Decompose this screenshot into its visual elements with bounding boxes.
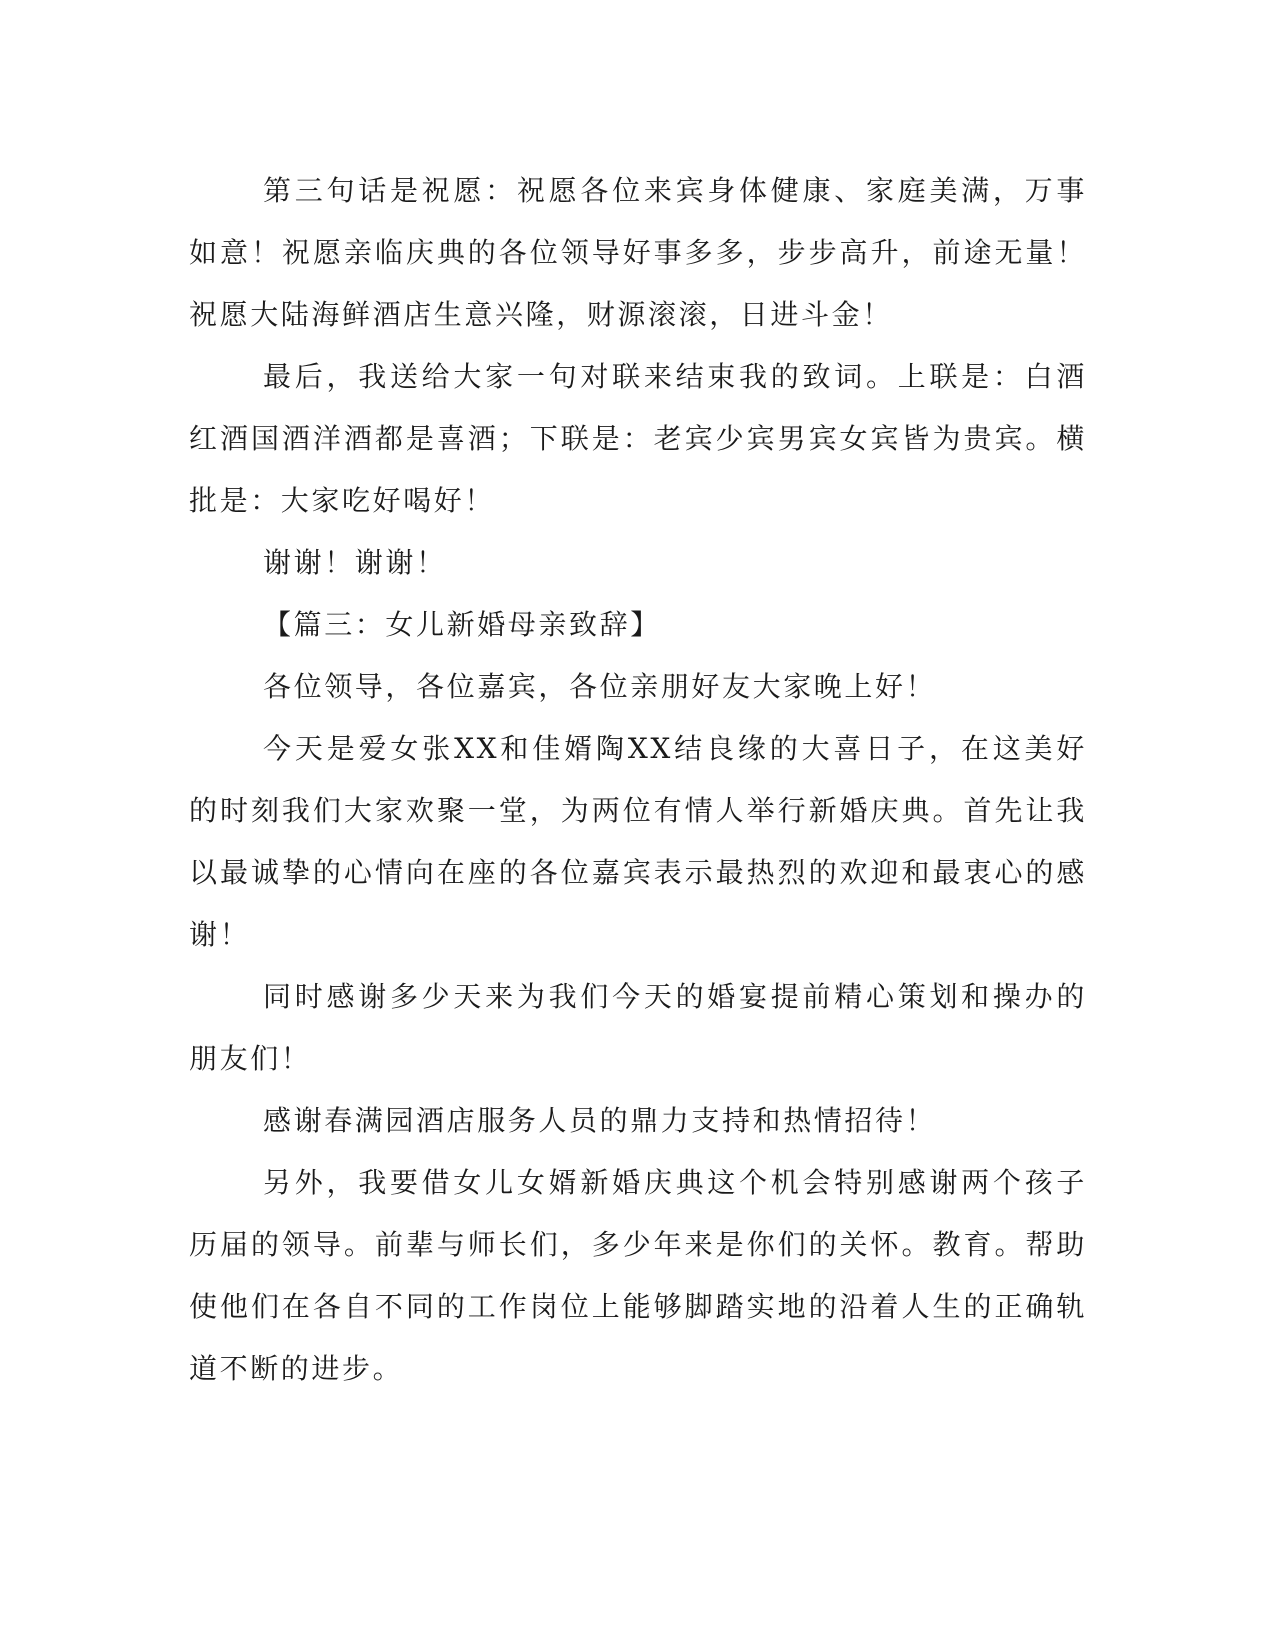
paragraph-thanks-friends: 同时感谢多少天来为我们今天的婚宴提前精心策划和操办的朋友们！ bbox=[189, 980, 1087, 1075]
document-body bbox=[189, 160, 1087, 1400]
paragraph-blessings: 第三句话是祝愿：祝愿各位来宾身体健康、家庭美满，万事如意！祝愿亲临庆典的各位领导好事多多，步步高升，前途无量！祝愿大陆海鲜酒店生意兴隆，财源滚滚，日进斗金！ bbox=[189, 174, 1087, 331]
paragraph-thanks-hotel: 感谢春满园酒店服务人员的鼎力支持和热情招待！ bbox=[263, 1104, 937, 1137]
paragraph-thanks-leaders: 另外，我要借女儿女婿新婚庆典这个机会特别感谢两个孩子历届的领导。前辈与师长们，多少年来是你们的关怀。教育。帮助使他们在各自不同的工作岗位上能够脚踏实地的沿着人生的正确轨道不断的进步。 bbox=[189, 1166, 1087, 1385]
section-heading: 【篇三：女儿新婚母亲致辞】 bbox=[263, 608, 661, 641]
paragraph-wedding-day: 今天是爱女张XX和佳婿陶XX结良缘的大喜日子，在这美好的时刻我们大家欢聚一堂，为两位有情人举行新婚庆典。首先让我以最诚挚的心情向在座的各位嘉宾表示最热烈的欢迎和最衷心的感谢！ bbox=[189, 732, 1087, 951]
paragraph-thanks: 谢谢！谢谢！ bbox=[263, 546, 447, 579]
paragraph-couplet: 最后，我送给大家一句对联来结束我的致词。上联是：白酒红酒国酒洋酒都是喜酒；下联是：老宾少宾男宾女宾皆为贵宾。横批是：大家吃好喝好！ bbox=[189, 360, 1087, 517]
paragraph-greeting: 各位领导，各位嘉宾，各位亲朋好友大家晚上好！ bbox=[263, 670, 937, 703]
